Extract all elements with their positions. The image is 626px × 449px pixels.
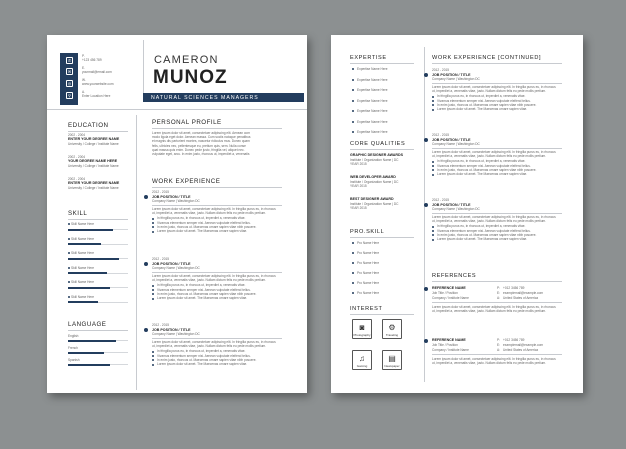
expertise-item: Expertise Name Here (357, 130, 388, 134)
quality-item (350, 153, 403, 175)
job-separator (152, 338, 282, 339)
proskill-rule (350, 237, 414, 238)
job-separator (152, 205, 282, 206)
job-years: 2012 - 2015 (432, 133, 450, 137)
profile-line: felis, ultricies nec, pellentesque eu, pretium quis, sem. Nulla conse (152, 143, 246, 148)
reference-location: United States of America (503, 347, 539, 352)
reference-email[interactable]: examplemail@example.com (503, 291, 544, 295)
proskill-item: Pro Name Here (357, 281, 380, 285)
skill-name: Skill Name Here (71, 280, 95, 284)
work-cont-heading: WORK EXPERIENCE [CONTINUED] (432, 55, 542, 61)
proskill-bullet (352, 242, 354, 244)
timeline-dot (144, 328, 148, 332)
reference-location-label: A: (497, 347, 501, 352)
job-bullet (152, 298, 154, 300)
profile-text (152, 131, 251, 156)
timeline-dot (424, 138, 428, 142)
interest-label: Photography (353, 333, 371, 337)
job-description-line: Lorem ipsum dolor sit amet, consectetuer adipiscing elit. In fringilla purus eu, in rhoncus (152, 273, 276, 278)
job-years: 2012 - 2015 (152, 323, 170, 327)
skill-bullet (68, 281, 70, 283)
job-bullet (152, 355, 154, 357)
edu-years: 2002 - 2004 (68, 133, 86, 137)
job-bullet (432, 161, 434, 163)
interest-gaming (352, 350, 372, 370)
work-cont-rule (432, 63, 562, 64)
interest-photography (352, 319, 372, 339)
timeline-dot (144, 262, 148, 266)
profile-line: et magnis dis parturient montes, nascetur ridiculus mus. Donec quam (152, 139, 250, 144)
expertise-bullet (352, 131, 354, 133)
skill-level-bar (68, 301, 98, 303)
expertise-item: Expertise Name Here (357, 67, 388, 71)
proskill-heading: PRO.SKILL (350, 229, 385, 235)
language-level-bar (68, 352, 104, 354)
job-company: Company Name | Washington DC (152, 266, 200, 271)
job-bullet-text: In enim justo, rhoncus ut. Maecenas ornare sapien vitae nibh posuere. (437, 103, 537, 107)
timeline-dot (144, 195, 148, 199)
interest-heading: INTEREST (350, 306, 383, 312)
qualities-heading: CORE QUALITIES (350, 141, 406, 147)
expertise-item: Expertise Name Here (357, 109, 388, 113)
expertise-heading: EXPERTISE (350, 55, 387, 61)
job-bullet-text: Lorem ipsum dolor sit amet. The Maecenas ornare sapien vitae. (437, 107, 528, 112)
job-bullet-text: In fringilla purus eu, in rhoncus ut, imperdiet a, venenatis vitae. (157, 216, 246, 221)
profile-line: vulputate eget, arcu. In enim justo, rhoncus ut, imperdiet a, venenatis (152, 152, 250, 157)
job-bullet (432, 239, 434, 241)
proskill-bullet (352, 292, 354, 294)
quality-year: YEAR 2015 (350, 205, 367, 210)
skill-level-bar (68, 272, 107, 274)
job-separator (432, 83, 562, 84)
proskill-bullet (352, 282, 354, 284)
job-bullet-text: Vivamus elementum semper nisi. Aenean vulputate eleifend tellus. (437, 98, 531, 103)
skill-name: Skill Name Here (71, 222, 95, 226)
proskill-item: Pro Name Here (357, 251, 380, 255)
header-rule (47, 109, 307, 110)
job-bullet-text: In fringilla purus eu, in rhoncus ut, imperdiet a, venenatis vitae. (157, 283, 246, 288)
contact-value[interactable]: Enter Location Here (82, 94, 111, 99)
job-title: JOB POSITION / TITLE (432, 202, 471, 207)
timeline-dot (424, 339, 428, 343)
edu-years: 2002 - 2004 (68, 177, 86, 181)
job-bullet (152, 351, 154, 353)
job-bullet-text: In enim justo, rhoncus ut. Maecenas ornare sapien vitae nibh posuere. (157, 292, 257, 296)
reference-phone[interactable]: +012 3456 789 (503, 338, 525, 342)
job-bullet (152, 359, 154, 361)
job-description-line: Lorem ipsum dolor sit amet, consectetuer adipiscing elit. In fringilla purus eu, in rhoncus (152, 206, 276, 211)
job-bullet (432, 165, 434, 167)
reference-role: Job Title / Position (432, 291, 458, 295)
job-description-line: ut, imperdiet a, venenatis vitae, justo. Nullam dictum felis eu pede mollis pretium. (152, 211, 267, 216)
qualities-rule (350, 149, 414, 150)
reference-text-line: ut, imperdiet a, venenatis vitae, justo. Nullam dictum felis eu pede mollis pretium. (432, 309, 547, 314)
phone-icon: ✆ (67, 58, 72, 63)
job-bullet (432, 109, 434, 111)
job-description-line: ut, imperdiet a, venenatis vitae, justo. Nullam dictum felis eu pede mollis pretium. (432, 154, 547, 159)
reference-email[interactable]: examplemail@example.com (503, 343, 544, 347)
reference-company: Company / Institute Name (432, 295, 469, 300)
quality-item (350, 175, 403, 197)
bike-icon: ⚙ (388, 323, 396, 332)
edu-years: 2002 - 2004 (68, 155, 86, 159)
job-bullet-text: Vivamus elementum semper nisi. Aenean vulputate eleifend tellus. (157, 287, 251, 292)
job-bullet (432, 234, 434, 236)
qualities-list (350, 153, 403, 219)
language-rule (68, 330, 128, 331)
quality-org: Institute / Organization Name | DC (350, 157, 399, 162)
job-bullet (432, 226, 434, 228)
job-company: Company Name | Washington DC (432, 142, 480, 147)
job-bullet (432, 96, 434, 98)
expertise-bullet (352, 68, 354, 70)
quality-title: GRAPHIC DESIGNER AWARDS (350, 153, 403, 157)
reference-phone-label: P: (497, 286, 501, 290)
interest-newspaper (382, 350, 402, 370)
job-description-line: ut, imperdiet a, venenatis vitae, justo. Nullam dictum felis eu pede mollis pretium. (432, 219, 547, 224)
skill-level-bar (68, 229, 113, 231)
profile-line: modo ligula eget dolor. Aenean massa. Cum sociis natoque penatibus (152, 135, 251, 140)
job-company: Company Name | Washington DC (432, 207, 480, 212)
expertise-bullet (352, 100, 354, 102)
column-divider (424, 47, 425, 382)
reference-separator (432, 354, 562, 355)
skill-name: Skill Name Here (71, 236, 95, 241)
reference-text-line: ut, imperdiet a, venenatis vitae, justo. Nullam dictum felis eu pede mollis pretium. (432, 361, 547, 366)
skill-heading: SKILL (68, 210, 88, 217)
job-title: JOB POSITION / TITLE (152, 194, 191, 199)
edu-school: University / College / Institute Name (68, 163, 119, 168)
contact-label: P. (82, 54, 85, 58)
last-name: MUNOZ (153, 67, 228, 88)
references-heading: REFERENCES (432, 273, 477, 279)
column-divider (136, 115, 137, 390)
language-name: French (68, 346, 78, 350)
job-years: 2012 - 2015 (432, 198, 450, 202)
references-rule (432, 281, 562, 282)
education-item (68, 155, 119, 177)
job-description-line: ut, imperdiet a, venenatis vitae, justo. Nullam dictum felis eu pede mollis pretium. (432, 89, 547, 94)
language-level-bar (68, 364, 110, 366)
camera-icon: ◙ (359, 323, 365, 332)
timeline-dot (424, 203, 428, 207)
expertise-item: Expertise Name Here (357, 98, 388, 103)
job-bullet-text: In enim justo, rhoncus ut. Maecenas ornare sapien vitae nibh posuere. (437, 168, 537, 172)
profile-line: quat massa quis enim. Donec pede justo, fringilla vel, aliquet nec. (152, 147, 245, 152)
proskill-bullet (352, 272, 354, 274)
reference-text-line: Lorem ipsum dolor sit amet, consectetuer adipiscing elit. In fringilla purus eu, in rhoncus (432, 357, 556, 361)
quality-org: Institute / Organization Name | DC (350, 179, 399, 184)
job-bullet-text: Vivamus elementum semper nisi. Aenean vulputate eleifend tellus. (437, 228, 531, 233)
proskill-bullet (352, 252, 354, 254)
quality-year: YEAR 2015 (350, 183, 367, 188)
music-icon: ♫ (359, 354, 365, 363)
resume-page-2 (331, 35, 583, 393)
edu-degree: ENTER YOUR DEGREE NAME (68, 137, 120, 142)
newspaper-icon: ▤ (388, 354, 396, 363)
skill-name: Skill Name Here (71, 251, 95, 255)
skill-bullet (68, 296, 70, 298)
expertise-bullet (352, 79, 354, 81)
skill-bullet (68, 238, 70, 240)
contact-value[interactable]: +123 456 789 (82, 58, 102, 63)
language-name: English (68, 334, 79, 338)
job-bullet (152, 218, 154, 220)
job-bullet (152, 222, 154, 224)
education-list (68, 133, 119, 199)
skill-level-bar (68, 258, 119, 260)
job-company: Company Name | Washington DC (152, 199, 200, 204)
education-rule (68, 131, 128, 132)
job-description-line: ut, imperdiet a, venenatis vitae, justo. Nullam dictum felis eu pede mollis pretium. (152, 278, 267, 283)
education-item (68, 133, 119, 155)
job-description-line: Lorem ipsum dolor sit amet, consectetuer adipiscing elit. In fringilla purus eu, in rhoncus (432, 84, 556, 89)
expertise-item: Expertise Name Here (357, 88, 388, 92)
quality-title: WEB DEVELOPER AWARD (350, 175, 396, 179)
job-title: JOB POSITION / TITLE (432, 72, 471, 77)
work-rule (152, 187, 282, 188)
skill-bullet (68, 252, 70, 254)
profile-heading: PERSONAL PROFILE (152, 119, 222, 126)
job-description-line: Lorem ipsum dolor sit amet, consectetuer adipiscing elit. In fringilla purus eu, in rhoncus (152, 339, 276, 344)
first-name: CAMERON (154, 54, 219, 66)
job-bullet-text: In enim justo, rhoncus ut. Maecenas ornare sapien vitae nibh posuere. (157, 225, 257, 229)
expertise-bullet (352, 89, 354, 91)
job-bullet (432, 169, 434, 171)
reference-text-line: Lorem ipsum dolor sit amet, consectetuer adipiscing elit. In fringilla purus eu, in rhoncus (432, 305, 556, 309)
reference-role: Job Title / Position (432, 343, 458, 347)
reference-phone-label: P: (497, 338, 501, 342)
job-separator (432, 148, 562, 149)
expertise-item: Expertise Name Here (357, 119, 388, 124)
edu-degree: ENTER YOUR DEGREE NAME (68, 181, 120, 186)
email-icon: ✉ (67, 69, 72, 74)
job-bullet-text: Lorem ipsum dolor sit amet. The Maecenas ornare sapien vitae. (157, 296, 248, 301)
skill-rule (68, 219, 128, 220)
proskill-item: Pro Name Here (357, 291, 380, 295)
job-description-line: ut, imperdiet a, venenatis vitae, justo. Nullam dictum felis eu pede mollis pretium. (152, 344, 267, 349)
quality-item (350, 197, 403, 219)
skill-bullet (68, 223, 70, 225)
timeline-dot (424, 73, 428, 77)
job-description-line: Lorem ipsum dolor sit amet, consectetuer adipiscing elit. In fringilla purus eu, in rhoncus (432, 214, 556, 219)
job-years: 2012 - 2015 (432, 68, 450, 72)
job-bullet (152, 293, 154, 295)
job-bullet-text: In fringilla purus eu, in rhoncus ut, imperdiet a, venenatis vitae. (437, 94, 526, 99)
job-bullet (152, 226, 154, 228)
job-bullet-text: In fringilla purus eu, in rhoncus ut, imperdiet a, venenatis vitae. (437, 224, 526, 229)
job-bullet-text: In enim justo, rhoncus ut. Maecenas ornare sapien vitae nibh posuere. (437, 233, 537, 237)
job-title: NATURAL SCIENCES MANAGERS (151, 94, 259, 101)
reference-name: REFERENCE NAME (432, 286, 466, 290)
job-bullet (152, 364, 154, 366)
job-years: 2012 - 2015 (152, 190, 170, 194)
contact-block (60, 53, 78, 105)
job-bullet-text: Vivamus elementum semper nisi. Aenean vulputate eleifend tellus. (437, 163, 531, 168)
job-bullet-text: Lorem ipsum dolor sit amet. The Maecenas ornare sapien vitae. (437, 237, 528, 242)
quality-year: YEAR 2015 (350, 161, 367, 166)
reference-location: United States of America (503, 295, 539, 300)
interest-label: Traveling (385, 333, 399, 337)
job-bullet (152, 285, 154, 287)
interest-label: Newspaper (384, 364, 400, 368)
edu-school: University / College / Institute Name (68, 141, 119, 146)
job-bullet-text: Lorem ipsum dolor sit amet. The Maecenas ornare sapien vitae. (157, 362, 248, 367)
contact-value[interactable]: www.yourwebsite.com (82, 82, 114, 87)
job-company: Company Name | Washington DC (432, 77, 480, 82)
profile-rule (152, 128, 282, 129)
skill-level-bar (68, 243, 101, 245)
edu-school: University / College / Institute Name (68, 185, 119, 190)
expertise-bullet (352, 121, 354, 123)
contact-label: A. (82, 90, 86, 94)
job-bullet (432, 104, 434, 106)
job-bullet-text: In fringilla purus eu, in rhoncus ut, imperdiet a, venenatis vitae. (157, 349, 246, 354)
education-item (68, 177, 119, 199)
job-bullet-text: Vivamus elementum semper nisi. Aenean vulputate eleifend tellus. (157, 220, 251, 225)
reference-email-label: E: (497, 291, 501, 295)
quality-title: BEST DESIGNER AWARD (350, 197, 394, 201)
interest-traveling (382, 319, 402, 339)
job-company: Company Name | Washington DC (152, 332, 200, 337)
expertise-item: Expertise Name Here (357, 77, 388, 82)
reference-phone[interactable]: +012 3456 789 (503, 286, 525, 290)
contact-label: W. (82, 78, 86, 82)
job-years: 2012 - 2015 (152, 257, 170, 261)
job-bullet (432, 100, 434, 102)
proskill-item: Pro Name Here (357, 271, 380, 275)
reference-location-label: A: (497, 295, 501, 300)
reference-company: Company / Institute Name (432, 347, 469, 352)
reference-name: REFERENCE NAME (432, 338, 466, 342)
profile-line: Lorem ipsum dolor sit amet, consectetuer adipiscing elit. Aenean com (152, 131, 250, 135)
job-separator (432, 213, 562, 214)
skill-name: Skill Name Here (71, 265, 95, 270)
edu-degree: YOUR DEGREE NAME HERE (68, 159, 118, 164)
interest-label: Gaming (356, 364, 368, 368)
contact-label: E. (82, 66, 86, 70)
proskill-item: Pro Name Here (357, 261, 380, 265)
job-bullet-text: Lorem ipsum dolor sit amet. The Maecenas ornare sapien vitae. (157, 229, 248, 234)
proskill-bullet (352, 262, 354, 264)
work-heading: WORK EXPERIENCE (152, 178, 221, 185)
job-title: JOB POSITION / TITLE (152, 261, 191, 266)
skill-bullet (68, 267, 70, 269)
quality-org: Institute / Organization Name | DC (350, 201, 399, 206)
skill-name: Skill Name Here (71, 294, 95, 299)
title-banner (143, 93, 304, 102)
job-title: JOB POSITION / TITLE (432, 137, 471, 142)
contact-value[interactable]: yourmail@email.com (82, 70, 112, 75)
contact-list (82, 54, 114, 102)
job-bullet (432, 174, 434, 176)
timeline-dot (424, 287, 428, 291)
web-icon: ◎ (67, 81, 72, 86)
language-level-bar (68, 340, 116, 342)
job-bullet (152, 231, 154, 233)
resume-page-1 (47, 35, 307, 393)
reference-separator (432, 302, 562, 303)
job-bullet-text: Lorem ipsum dolor sit amet. The Maecenas ornare sapien vitae. (437, 172, 528, 177)
job-bullet (152, 289, 154, 291)
job-bullet-text: In fringilla purus eu, in rhoncus ut, imperdiet a, venenatis vitae. (437, 159, 526, 164)
reference-email-label: E: (497, 343, 501, 347)
expertise-bullet (352, 110, 354, 112)
location-icon: ⚲ (66, 92, 73, 99)
proskill-item: Pro Name Here (357, 241, 380, 245)
job-bullet-text: Vivamus elementum semper nisi. Aenean vulputate eleifend tellus. (157, 353, 251, 358)
education-heading: EDUCATION (68, 122, 109, 129)
job-bullet (432, 230, 434, 232)
job-separator (152, 272, 282, 273)
interest-rule (350, 314, 414, 315)
job-description-line: Lorem ipsum dolor sit amet, consectetuer adipiscing elit. In fringilla purus eu, in rhoncus (432, 149, 556, 154)
language-name: Spanish (68, 358, 80, 362)
skill-level-bar (68, 287, 110, 289)
language-heading: LANGUAGE (68, 321, 107, 328)
job-bullet-text: In enim justo, rhoncus ut. Maecenas ornare sapien vitae nibh posuere. (157, 358, 257, 362)
job-title: JOB POSITION / TITLE (152, 327, 191, 332)
expertise-rule (350, 63, 414, 64)
